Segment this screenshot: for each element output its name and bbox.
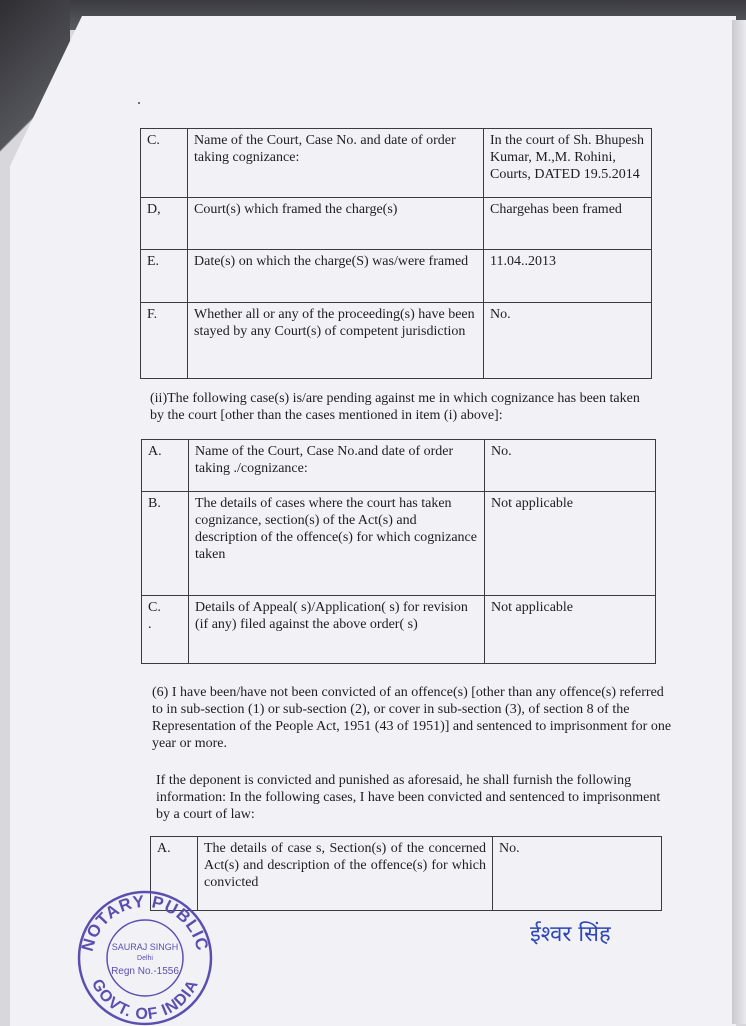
row-description: Name of the Court, Case No.and date of order taking ./cognizance: (189, 440, 485, 492)
row-description: The details of case s, Section(s) of the concerned Act(s) and description of the offence(s) for which convicted (198, 837, 493, 911)
row-value: Not applicable (485, 596, 656, 664)
stamp-name: SAURAJ SINGH (111, 942, 179, 952)
case-details-table-1 (140, 128, 652, 379)
row-label: C. . (142, 596, 189, 664)
row-description: Details of Appeal( s)/Application( s) for revision (if any) filed against the above order( s) (189, 596, 485, 664)
row-value: Not applicable (485, 492, 656, 596)
table-row (141, 198, 652, 250)
conviction-table (150, 836, 662, 911)
signature: ईश्वर सिंह (530, 922, 611, 947)
row-value: Chargehas been framed (484, 198, 652, 250)
row-value: 11.04..2013 (484, 250, 652, 303)
speck (138, 102, 140, 104)
row-description: Court(s) which framed the charge(s) (188, 198, 484, 250)
stamp-top-text: NOTARY PUBLIC (77, 891, 213, 954)
row-label: A. (151, 837, 198, 911)
row-label: D, (141, 198, 188, 250)
table-row (142, 596, 656, 664)
row-description: Date(s) on which the charge(S) was/were framed (188, 250, 484, 303)
row-value: No. (493, 837, 662, 911)
stamp-registration: Regn No.-1556 (111, 966, 179, 977)
row-value: In the court of Sh. Bhupesh Kumar, M.,M. Rohini, Courts, DATED 19.5.2014 (484, 129, 652, 198)
pending-cases-paragraph: (ii)The following case(s) is/are pending against me in which cognizance has been taken by the court [other than the cases mentioned in item (i) above]: (150, 391, 640, 423)
row-label: E. (141, 250, 188, 303)
table-row (151, 837, 662, 911)
row-description: Name of the Court, Case No. and date of order taking cognizance: (188, 129, 484, 198)
notary-stamp (72, 888, 218, 1026)
row-value: No. (485, 440, 656, 492)
row-description: The details of cases where the court has taken cognizance, section(s) of the Act(s) and description of the offence(s) for which cognizance taken (189, 492, 485, 596)
svg-text:GOVT. OF INDIA (88, 977, 202, 1024)
case-details-table-2 (141, 439, 656, 664)
row-value: No. (484, 303, 652, 379)
table-row (141, 129, 652, 198)
row-label: F. (141, 303, 188, 379)
page-edge (732, 20, 746, 1024)
table-row (142, 440, 656, 492)
table-row (141, 303, 652, 379)
stamp-bottom-text: GOVT. OF INDIA (87, 976, 203, 1024)
table-row (141, 250, 652, 303)
row-label: A. (142, 440, 189, 492)
convicted-info-paragraph: If the deponent is convicted and punished as aforesaid, he shall furnish the following information: In the following cases, I have been convicted and sentenced to imprisonment by a court of law: (156, 773, 661, 822)
row-label: C. (141, 129, 188, 198)
row-description: Whether all or any of the proceeding(s) have been stayed by any Court(s) of competent jurisdiction (188, 303, 484, 379)
table-row (142, 492, 656, 596)
row-label: B. (142, 492, 189, 596)
stamp-city: Delhi (137, 955, 153, 962)
conviction-paragraph: (6) I have been/have not been convicted of an offence(s) [other than any offence(s) referred to in sub-section (1) or sub-section (2), or cover in sub-section (3), of section 8 of the Representation of the People Act, 1951 (43 of 1951)] and sentenced to imprisonment for one year or more. (152, 685, 672, 751)
